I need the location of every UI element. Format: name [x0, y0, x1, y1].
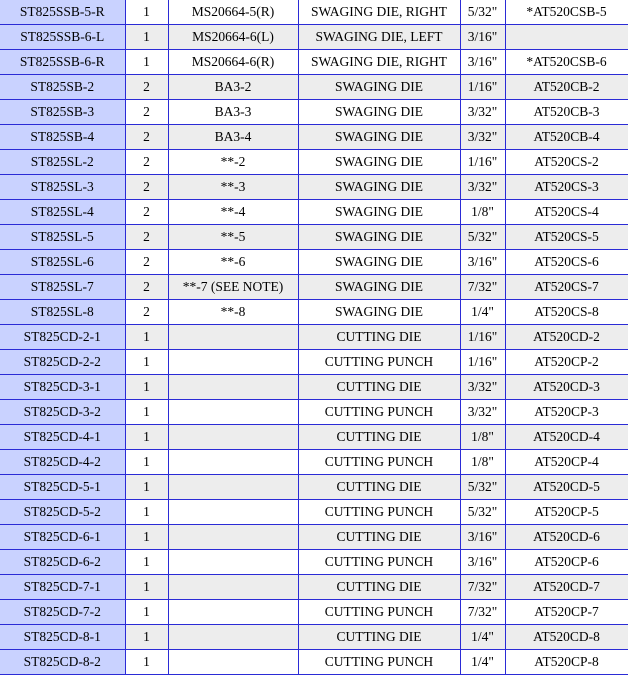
description-cell: CUTTING DIE	[298, 525, 460, 550]
size-cell: 5/32"	[460, 475, 505, 500]
description-cell: SWAGING DIE, RIGHT	[298, 0, 460, 25]
reference-number-cell: **-8	[168, 300, 298, 325]
table-row	[0, 400, 628, 425]
table-row	[0, 625, 628, 650]
reference-number-cell: MS20664-6(R)	[168, 50, 298, 75]
description-cell: SWAGING DIE	[298, 300, 460, 325]
alternate-part-cell: AT520CP-3	[505, 400, 628, 425]
alternate-part-cell: AT520CP-2	[505, 350, 628, 375]
table-row	[0, 375, 628, 400]
description-cell: CUTTING DIE	[298, 475, 460, 500]
part-number-cell: ST825CD-6-1	[0, 525, 125, 550]
table-row	[0, 100, 628, 125]
table-row	[0, 575, 628, 600]
description-cell: SWAGING DIE	[298, 225, 460, 250]
description-cell: SWAGING DIE	[298, 200, 460, 225]
alternate-part-cell: AT520CD-3	[505, 375, 628, 400]
size-cell: 3/32"	[460, 100, 505, 125]
table-row	[0, 300, 628, 325]
reference-number-cell: MS20664-5(R)	[168, 0, 298, 25]
part-number-cell: ST825SL-7	[0, 275, 125, 300]
description-cell: SWAGING DIE, RIGHT	[298, 50, 460, 75]
reference-number-cell	[168, 625, 298, 650]
reference-number-cell	[168, 375, 298, 400]
alternate-part-cell: *AT520CSB-5	[505, 0, 628, 25]
quantity-cell: 1	[125, 475, 168, 500]
part-number-cell: ST825CD-6-2	[0, 550, 125, 575]
quantity-cell: 1	[125, 450, 168, 475]
reference-number-cell	[168, 600, 298, 625]
alternate-part-cell: AT520CD-4	[505, 425, 628, 450]
quantity-cell: 2	[125, 200, 168, 225]
quantity-cell: 2	[125, 225, 168, 250]
part-number-cell: ST825SL-6	[0, 250, 125, 275]
table-row	[0, 450, 628, 475]
quantity-cell: 1	[125, 325, 168, 350]
part-number-cell: ST825SL-5	[0, 225, 125, 250]
description-cell: CUTTING PUNCH	[298, 600, 460, 625]
quantity-cell: 1	[125, 625, 168, 650]
reference-number-cell: **-6	[168, 250, 298, 275]
table-row	[0, 550, 628, 575]
size-cell: 1/16"	[460, 350, 505, 375]
alternate-part-cell: AT520CS-4	[505, 200, 628, 225]
quantity-cell: 1	[125, 25, 168, 50]
alternate-part-cell: AT520CB-4	[505, 125, 628, 150]
reference-number-cell	[168, 475, 298, 500]
table-row	[0, 600, 628, 625]
quantity-cell: 2	[125, 125, 168, 150]
reference-number-cell: BA3-4	[168, 125, 298, 150]
table-row	[0, 500, 628, 525]
quantity-cell: 2	[125, 150, 168, 175]
description-cell: SWAGING DIE, LEFT	[298, 25, 460, 50]
part-number-cell: ST825SB-4	[0, 125, 125, 150]
alternate-part-cell: AT520CP-8	[505, 650, 628, 675]
alternate-part-cell: AT520CB-2	[505, 75, 628, 100]
table-row	[0, 0, 628, 25]
quantity-cell: 1	[125, 425, 168, 450]
size-cell: 3/32"	[460, 125, 505, 150]
alternate-part-cell: AT520CS-6	[505, 250, 628, 275]
alternate-part-cell: AT520CB-3	[505, 100, 628, 125]
table-row	[0, 150, 628, 175]
size-cell: 1/4"	[460, 300, 505, 325]
quantity-cell: 2	[125, 75, 168, 100]
size-cell: 3/16"	[460, 525, 505, 550]
reference-number-cell	[168, 400, 298, 425]
reference-number-cell: **-2	[168, 150, 298, 175]
table-row	[0, 275, 628, 300]
table-row	[0, 250, 628, 275]
alternate-part-cell: AT520CP-6	[505, 550, 628, 575]
size-cell: 3/32"	[460, 400, 505, 425]
alternate-part-cell: AT520CS-5	[505, 225, 628, 250]
quantity-cell: 2	[125, 175, 168, 200]
description-cell: SWAGING DIE	[298, 250, 460, 275]
table-row	[0, 350, 628, 375]
alternate-part-cell: *AT520CSB-6	[505, 50, 628, 75]
reference-number-cell: **-4	[168, 200, 298, 225]
part-number-cell: ST825SB-3	[0, 100, 125, 125]
reference-number-cell: **-3	[168, 175, 298, 200]
description-cell: CUTTING DIE	[298, 375, 460, 400]
size-cell: 5/32"	[460, 500, 505, 525]
size-cell: 1/4"	[460, 650, 505, 675]
quantity-cell: 1	[125, 525, 168, 550]
alternate-part-cell: AT520CS-7	[505, 275, 628, 300]
reference-number-cell: **-5	[168, 225, 298, 250]
description-cell: SWAGING DIE	[298, 125, 460, 150]
part-number-cell: ST825CD-8-2	[0, 650, 125, 675]
part-number-cell: ST825CD-2-1	[0, 325, 125, 350]
reference-number-cell	[168, 650, 298, 675]
quantity-cell: 1	[125, 600, 168, 625]
alternate-part-cell: AT520CP-4	[505, 450, 628, 475]
reference-number-cell: MS20664-6(L)	[168, 25, 298, 50]
quantity-cell: 1	[125, 550, 168, 575]
description-cell: CUTTING DIE	[298, 325, 460, 350]
size-cell: 1/8"	[460, 450, 505, 475]
reference-number-cell	[168, 500, 298, 525]
reference-number-cell	[168, 450, 298, 475]
description-cell: SWAGING DIE	[298, 75, 460, 100]
alternate-part-cell: AT520CD-2	[505, 325, 628, 350]
quantity-cell: 1	[125, 650, 168, 675]
size-cell: 3/16"	[460, 50, 505, 75]
quantity-cell: 1	[125, 575, 168, 600]
alternate-part-cell: AT520CD-6	[505, 525, 628, 550]
table-row	[0, 425, 628, 450]
quantity-cell: 2	[125, 300, 168, 325]
size-cell: 3/32"	[460, 175, 505, 200]
reference-number-cell	[168, 325, 298, 350]
alternate-part-cell: AT520CP-7	[505, 600, 628, 625]
part-number-cell: ST825SSB-6-L	[0, 25, 125, 50]
description-cell: SWAGING DIE	[298, 275, 460, 300]
table-row	[0, 125, 628, 150]
description-cell: CUTTING DIE	[298, 575, 460, 600]
description-cell: CUTTING PUNCH	[298, 400, 460, 425]
reference-number-cell: BA3-3	[168, 100, 298, 125]
size-cell: 3/16"	[460, 550, 505, 575]
quantity-cell: 1	[125, 0, 168, 25]
quantity-cell: 1	[125, 500, 168, 525]
size-cell: 1/16"	[460, 325, 505, 350]
part-number-cell: ST825CD-3-1	[0, 375, 125, 400]
reference-number-cell	[168, 425, 298, 450]
description-cell: CUTTING DIE	[298, 625, 460, 650]
description-cell: SWAGING DIE	[298, 175, 460, 200]
quantity-cell: 2	[125, 250, 168, 275]
part-number-cell: ST825CD-8-1	[0, 625, 125, 650]
description-cell: SWAGING DIE	[298, 100, 460, 125]
part-number-cell: ST825SB-2	[0, 75, 125, 100]
part-number-cell: ST825SSB-5-R	[0, 0, 125, 25]
table-row	[0, 525, 628, 550]
size-cell: 3/16"	[460, 250, 505, 275]
reference-number-cell	[168, 350, 298, 375]
part-number-cell: ST825SSB-6-R	[0, 50, 125, 75]
part-number-cell: ST825CD-5-2	[0, 500, 125, 525]
table-row	[0, 650, 628, 675]
quantity-cell: 2	[125, 100, 168, 125]
quantity-cell: 1	[125, 400, 168, 425]
part-number-cell: ST825CD-7-1	[0, 575, 125, 600]
alternate-part-cell: AT520CS-3	[505, 175, 628, 200]
reference-number-cell: BA3-2	[168, 75, 298, 100]
alternate-part-cell: AT520CP-5	[505, 500, 628, 525]
reference-number-cell: **-7 (SEE NOTE)	[168, 275, 298, 300]
size-cell: 1/8"	[460, 425, 505, 450]
alternate-part-cell: AT520CD-7	[505, 575, 628, 600]
size-cell: 1/16"	[460, 150, 505, 175]
description-cell: CUTTING PUNCH	[298, 500, 460, 525]
table-row	[0, 75, 628, 100]
table-row	[0, 225, 628, 250]
reference-number-cell	[168, 550, 298, 575]
size-cell: 3/16"	[460, 25, 505, 50]
description-cell: CUTTING DIE	[298, 425, 460, 450]
size-cell: 1/8"	[460, 200, 505, 225]
part-number-cell: ST825CD-4-1	[0, 425, 125, 450]
description-cell: CUTTING PUNCH	[298, 650, 460, 675]
description-cell: CUTTING PUNCH	[298, 350, 460, 375]
alternate-part-cell: AT520CD-5	[505, 475, 628, 500]
quantity-cell: 2	[125, 275, 168, 300]
table-row	[0, 200, 628, 225]
description-cell: SWAGING DIE	[298, 150, 460, 175]
size-cell: 1/4"	[460, 625, 505, 650]
part-number-cell: ST825SL-2	[0, 150, 125, 175]
size-cell: 3/32"	[460, 375, 505, 400]
part-number-cell: ST825CD-2-2	[0, 350, 125, 375]
table-row	[0, 175, 628, 200]
part-number-cell: ST825CD-3-2	[0, 400, 125, 425]
reference-number-cell	[168, 575, 298, 600]
table-row	[0, 325, 628, 350]
table-row	[0, 475, 628, 500]
quantity-cell: 1	[125, 350, 168, 375]
part-number-cell: ST825CD-7-2	[0, 600, 125, 625]
part-number-cell: ST825CD-5-1	[0, 475, 125, 500]
alternate-part-cell: AT520CS-2	[505, 150, 628, 175]
size-cell: 1/16"	[460, 75, 505, 100]
alternate-part-cell: AT520CS-8	[505, 300, 628, 325]
size-cell: 7/32"	[460, 575, 505, 600]
quantity-cell: 1	[125, 375, 168, 400]
table-row	[0, 25, 628, 50]
part-number-cell: ST825SL-8	[0, 300, 125, 325]
part-number-cell: ST825SL-4	[0, 200, 125, 225]
size-cell: 5/32"	[460, 225, 505, 250]
table-row	[0, 50, 628, 75]
reference-number-cell	[168, 525, 298, 550]
alternate-part-cell	[505, 25, 628, 50]
alternate-part-cell: AT520CD-8	[505, 625, 628, 650]
description-cell: CUTTING PUNCH	[298, 450, 460, 475]
part-number-cell: ST825SL-3	[0, 175, 125, 200]
size-cell: 7/32"	[460, 600, 505, 625]
quantity-cell: 1	[125, 50, 168, 75]
size-cell: 7/32"	[460, 275, 505, 300]
description-cell: CUTTING PUNCH	[298, 550, 460, 575]
part-number-cell: ST825CD-4-2	[0, 450, 125, 475]
size-cell: 5/32"	[460, 0, 505, 25]
